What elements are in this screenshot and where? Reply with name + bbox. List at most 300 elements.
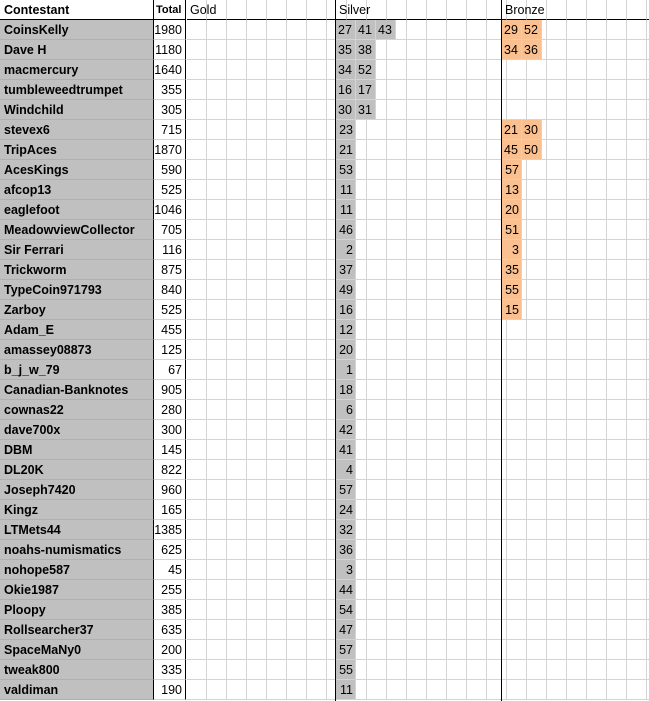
grid-cell[interactable] bbox=[547, 380, 567, 400]
silver-cell[interactable]: 27 bbox=[336, 20, 356, 40]
grid-cell[interactable] bbox=[587, 80, 607, 100]
grid-cell[interactable] bbox=[447, 140, 467, 160]
grid-cell[interactable] bbox=[367, 380, 387, 400]
grid-cell[interactable] bbox=[607, 480, 627, 500]
grid-cell[interactable] bbox=[247, 420, 267, 440]
grid-cell[interactable] bbox=[207, 560, 227, 580]
grid-cell[interactable] bbox=[367, 260, 387, 280]
grid-cell[interactable] bbox=[507, 620, 527, 640]
grid-cell[interactable] bbox=[547, 340, 567, 360]
silver-cell[interactable]: 11 bbox=[336, 200, 356, 220]
grid-cell[interactable] bbox=[567, 500, 587, 520]
grid-cell[interactable] bbox=[547, 580, 567, 600]
grid-cell[interactable] bbox=[587, 260, 607, 280]
grid-cell[interactable] bbox=[407, 320, 427, 340]
contestant-total[interactable]: 822 bbox=[154, 460, 186, 480]
grid-cell[interactable] bbox=[387, 600, 407, 620]
grid-cell[interactable] bbox=[507, 580, 527, 600]
grid-cell[interactable] bbox=[367, 540, 387, 560]
grid-cell[interactable] bbox=[227, 480, 247, 500]
grid-cell[interactable] bbox=[267, 480, 287, 500]
contestant-name[interactable]: Adam_E bbox=[0, 320, 154, 340]
grid-cell[interactable] bbox=[307, 280, 327, 300]
silver-cell[interactable]: 34 bbox=[336, 60, 356, 80]
grid-cell[interactable] bbox=[627, 80, 647, 100]
grid-cell[interactable] bbox=[467, 120, 487, 140]
grid-cell[interactable] bbox=[207, 320, 227, 340]
grid-cell[interactable] bbox=[627, 660, 647, 680]
bronze-cell[interactable]: 30 bbox=[522, 120, 542, 140]
silver-cell[interactable]: 21 bbox=[336, 140, 356, 160]
bronze-cell[interactable]: 20 bbox=[502, 200, 522, 220]
grid-cell[interactable] bbox=[587, 40, 607, 60]
silver-cell[interactable]: 46 bbox=[336, 220, 356, 240]
grid-cell[interactable] bbox=[267, 60, 287, 80]
grid-cell[interactable] bbox=[187, 580, 207, 600]
grid-cell[interactable] bbox=[627, 280, 647, 300]
contestant-total[interactable]: 625 bbox=[154, 540, 186, 560]
silver-cell[interactable]: 37 bbox=[336, 260, 356, 280]
grid-cell[interactable] bbox=[287, 520, 307, 540]
contestant-total[interactable]: 960 bbox=[154, 480, 186, 500]
silver-cell[interactable]: 41 bbox=[336, 440, 356, 460]
grid-cell[interactable] bbox=[627, 200, 647, 220]
grid-cell[interactable] bbox=[507, 600, 527, 620]
grid-cell[interactable] bbox=[587, 0, 607, 20]
grid-cell[interactable] bbox=[527, 520, 547, 540]
grid-cell[interactable] bbox=[407, 440, 427, 460]
grid-cell[interactable] bbox=[407, 520, 427, 540]
grid-cell[interactable] bbox=[207, 520, 227, 540]
grid-cell[interactable] bbox=[527, 500, 547, 520]
grid-cell[interactable] bbox=[547, 280, 567, 300]
grid-cell[interactable] bbox=[187, 200, 207, 220]
grid-cell[interactable] bbox=[427, 380, 447, 400]
contestant-total[interactable]: 905 bbox=[154, 380, 186, 400]
grid-cell[interactable] bbox=[487, 440, 507, 460]
grid-cell[interactable] bbox=[407, 360, 427, 380]
grid-cell[interactable] bbox=[427, 40, 447, 60]
grid-cell[interactable] bbox=[207, 20, 227, 40]
grid-cell[interactable] bbox=[267, 420, 287, 440]
contestant-total[interactable]: 385 bbox=[154, 600, 186, 620]
grid-cell[interactable] bbox=[587, 300, 607, 320]
grid-cell[interactable] bbox=[287, 400, 307, 420]
grid-cell[interactable] bbox=[527, 160, 547, 180]
grid-cell[interactable] bbox=[567, 200, 587, 220]
grid-cell[interactable] bbox=[507, 660, 527, 680]
grid-cell[interactable] bbox=[487, 360, 507, 380]
grid-cell[interactable] bbox=[207, 220, 227, 240]
grid-cell[interactable] bbox=[587, 100, 607, 120]
contestant-name[interactable]: valdiman bbox=[0, 680, 154, 700]
grid-cell[interactable] bbox=[307, 380, 327, 400]
grid-cell[interactable] bbox=[527, 280, 547, 300]
grid-cell[interactable] bbox=[447, 240, 467, 260]
grid-cell[interactable] bbox=[587, 60, 607, 80]
grid-cell[interactable] bbox=[427, 240, 447, 260]
grid-cell[interactable] bbox=[367, 640, 387, 660]
grid-cell[interactable] bbox=[387, 180, 407, 200]
grid-cell[interactable] bbox=[407, 0, 427, 20]
contestant-total[interactable]: 45 bbox=[154, 560, 186, 580]
grid-cell[interactable] bbox=[627, 680, 647, 700]
contestant-name[interactable]: SpaceMaNy0 bbox=[0, 640, 154, 660]
grid-cell[interactable] bbox=[627, 400, 647, 420]
grid-cell[interactable] bbox=[447, 80, 467, 100]
grid-cell[interactable] bbox=[607, 660, 627, 680]
grid-cell[interactable] bbox=[607, 420, 627, 440]
grid-cell[interactable] bbox=[427, 60, 447, 80]
grid-cell[interactable] bbox=[567, 80, 587, 100]
contestant-total[interactable]: 1870 bbox=[154, 140, 186, 160]
grid-cell[interactable] bbox=[267, 0, 287, 20]
grid-cell[interactable] bbox=[387, 660, 407, 680]
contestant-name[interactable]: Trickworm bbox=[0, 260, 154, 280]
grid-cell[interactable] bbox=[287, 600, 307, 620]
grid-cell[interactable] bbox=[267, 560, 287, 580]
grid-cell[interactable] bbox=[227, 60, 247, 80]
contestant-total[interactable]: 1180 bbox=[154, 40, 186, 60]
grid-cell[interactable] bbox=[307, 440, 327, 460]
grid-cell[interactable] bbox=[287, 340, 307, 360]
grid-cell[interactable] bbox=[427, 400, 447, 420]
grid-cell[interactable] bbox=[467, 620, 487, 640]
grid-cell[interactable] bbox=[447, 260, 467, 280]
grid-cell[interactable] bbox=[247, 440, 267, 460]
silver-cell[interactable]: 43 bbox=[376, 20, 396, 40]
grid-cell[interactable] bbox=[547, 520, 567, 540]
grid-cell[interactable] bbox=[447, 560, 467, 580]
grid-cell[interactable] bbox=[207, 280, 227, 300]
grid-cell[interactable] bbox=[467, 80, 487, 100]
grid-cell[interactable] bbox=[287, 0, 307, 20]
grid-cell[interactable] bbox=[507, 60, 527, 80]
contestant-total[interactable]: 355 bbox=[154, 80, 186, 100]
grid-cell[interactable] bbox=[507, 540, 527, 560]
grid-cell[interactable] bbox=[487, 320, 507, 340]
grid-cell[interactable] bbox=[467, 380, 487, 400]
bronze-cell[interactable]: 45 bbox=[502, 140, 522, 160]
grid-cell[interactable] bbox=[567, 220, 587, 240]
grid-cell[interactable] bbox=[587, 460, 607, 480]
grid-cell[interactable] bbox=[627, 340, 647, 360]
contestant-total[interactable]: 525 bbox=[154, 180, 186, 200]
silver-cell[interactable]: 55 bbox=[336, 660, 356, 680]
grid-cell[interactable] bbox=[427, 200, 447, 220]
grid-cell[interactable] bbox=[467, 340, 487, 360]
grid-cell[interactable] bbox=[187, 540, 207, 560]
contestant-name[interactable]: afcop13 bbox=[0, 180, 154, 200]
grid-cell[interactable] bbox=[367, 200, 387, 220]
grid-cell[interactable] bbox=[467, 420, 487, 440]
grid-cell[interactable] bbox=[427, 320, 447, 340]
grid-cell[interactable] bbox=[187, 100, 207, 120]
grid-cell[interactable] bbox=[267, 320, 287, 340]
grid-cell[interactable] bbox=[447, 660, 467, 680]
grid-cell[interactable] bbox=[607, 20, 627, 40]
grid-cell[interactable] bbox=[587, 620, 607, 640]
grid-cell[interactable] bbox=[247, 240, 267, 260]
contestant-name[interactable]: amassey08873 bbox=[0, 340, 154, 360]
grid-cell[interactable] bbox=[187, 380, 207, 400]
silver-cell[interactable]: 20 bbox=[336, 340, 356, 360]
grid-cell[interactable] bbox=[487, 100, 507, 120]
grid-cell[interactable] bbox=[307, 140, 327, 160]
grid-cell[interactable] bbox=[587, 340, 607, 360]
grid-cell[interactable] bbox=[547, 20, 567, 40]
grid-cell[interactable] bbox=[587, 380, 607, 400]
grid-cell[interactable] bbox=[427, 580, 447, 600]
grid-cell[interactable] bbox=[287, 540, 307, 560]
grid-cell[interactable] bbox=[407, 460, 427, 480]
grid-cell[interactable] bbox=[587, 600, 607, 620]
grid-cell[interactable] bbox=[507, 380, 527, 400]
grid-cell[interactable] bbox=[187, 240, 207, 260]
grid-cell[interactable] bbox=[447, 320, 467, 340]
grid-cell[interactable] bbox=[447, 540, 467, 560]
grid-cell[interactable] bbox=[247, 40, 267, 60]
grid-cell[interactable] bbox=[407, 160, 427, 180]
grid-cell[interactable] bbox=[207, 480, 227, 500]
grid-cell[interactable] bbox=[427, 540, 447, 560]
grid-cell[interactable] bbox=[387, 680, 407, 700]
silver-cell[interactable]: 3 bbox=[336, 560, 356, 580]
grid-cell[interactable] bbox=[407, 240, 427, 260]
grid-cell[interactable] bbox=[627, 480, 647, 500]
grid-cell[interactable] bbox=[187, 640, 207, 660]
grid-cell[interactable] bbox=[227, 600, 247, 620]
grid-cell[interactable] bbox=[427, 220, 447, 240]
grid-cell[interactable] bbox=[207, 660, 227, 680]
grid-cell[interactable] bbox=[507, 500, 527, 520]
grid-cell[interactable] bbox=[467, 40, 487, 60]
contestant-total[interactable]: 67 bbox=[154, 360, 186, 380]
grid-cell[interactable] bbox=[287, 620, 307, 640]
grid-cell[interactable] bbox=[447, 360, 467, 380]
grid-cell[interactable] bbox=[547, 420, 567, 440]
grid-cell[interactable] bbox=[367, 420, 387, 440]
grid-cell[interactable] bbox=[547, 560, 567, 580]
contestant-name[interactable]: MeadowviewCollector bbox=[0, 220, 154, 240]
contestant-name[interactable]: noahs-numismatics bbox=[0, 540, 154, 560]
grid-cell[interactable] bbox=[247, 360, 267, 380]
silver-cell[interactable]: 2 bbox=[336, 240, 356, 260]
bronze-cell[interactable]: 50 bbox=[522, 140, 542, 160]
grid-cell[interactable] bbox=[207, 620, 227, 640]
grid-cell[interactable] bbox=[247, 300, 267, 320]
grid-cell[interactable] bbox=[207, 460, 227, 480]
grid-cell[interactable] bbox=[607, 460, 627, 480]
grid-cell[interactable] bbox=[487, 400, 507, 420]
grid-cell[interactable] bbox=[367, 580, 387, 600]
grid-cell[interactable] bbox=[607, 280, 627, 300]
grid-cell[interactable] bbox=[627, 120, 647, 140]
grid-cell[interactable] bbox=[247, 60, 267, 80]
contestant-name[interactable]: b_j_w_79 bbox=[0, 360, 154, 380]
grid-cell[interactable] bbox=[527, 100, 547, 120]
grid-cell[interactable] bbox=[567, 560, 587, 580]
grid-cell[interactable] bbox=[427, 460, 447, 480]
grid-cell[interactable] bbox=[307, 120, 327, 140]
grid-cell[interactable] bbox=[447, 480, 467, 500]
grid-cell[interactable] bbox=[387, 200, 407, 220]
grid-cell[interactable] bbox=[407, 500, 427, 520]
grid-cell[interactable] bbox=[227, 80, 247, 100]
grid-cell[interactable] bbox=[607, 100, 627, 120]
silver-cell[interactable]: 38 bbox=[356, 40, 376, 60]
grid-cell[interactable] bbox=[307, 660, 327, 680]
grid-cell[interactable] bbox=[567, 360, 587, 380]
grid-cell[interactable] bbox=[387, 120, 407, 140]
grid-cell[interactable] bbox=[427, 120, 447, 140]
grid-cell[interactable] bbox=[267, 160, 287, 180]
grid-cell[interactable] bbox=[527, 80, 547, 100]
grid-cell[interactable] bbox=[587, 580, 607, 600]
grid-cell[interactable] bbox=[307, 680, 327, 700]
grid-cell[interactable] bbox=[307, 320, 327, 340]
grid-cell[interactable] bbox=[287, 120, 307, 140]
silver-cell[interactable]: 18 bbox=[336, 380, 356, 400]
grid-cell[interactable] bbox=[607, 300, 627, 320]
silver-cell[interactable]: 11 bbox=[336, 680, 356, 700]
grid-cell[interactable] bbox=[307, 360, 327, 380]
grid-cell[interactable] bbox=[527, 560, 547, 580]
grid-cell[interactable] bbox=[567, 380, 587, 400]
grid-cell[interactable] bbox=[447, 440, 467, 460]
grid-cell[interactable] bbox=[467, 200, 487, 220]
grid-cell[interactable] bbox=[427, 80, 447, 100]
grid-cell[interactable] bbox=[527, 460, 547, 480]
header-bronze[interactable]: Bronze bbox=[505, 3, 545, 17]
contestant-total[interactable]: 525 bbox=[154, 300, 186, 320]
grid-cell[interactable] bbox=[407, 260, 427, 280]
grid-cell[interactable] bbox=[407, 600, 427, 620]
grid-cell[interactable] bbox=[407, 540, 427, 560]
header-silver[interactable]: Silver bbox=[339, 3, 371, 17]
grid-cell[interactable] bbox=[207, 340, 227, 360]
grid-cell[interactable] bbox=[567, 580, 587, 600]
grid-cell[interactable] bbox=[267, 440, 287, 460]
grid-cell[interactable] bbox=[607, 600, 627, 620]
grid-cell[interactable] bbox=[567, 40, 587, 60]
grid-cell[interactable] bbox=[367, 440, 387, 460]
bronze-cell[interactable]: 35 bbox=[502, 260, 522, 280]
grid-cell[interactable] bbox=[407, 40, 427, 60]
grid-cell[interactable] bbox=[507, 440, 527, 460]
grid-cell[interactable] bbox=[367, 240, 387, 260]
grid-cell[interactable] bbox=[367, 620, 387, 640]
grid-cell[interactable] bbox=[307, 20, 327, 40]
grid-cell[interactable] bbox=[527, 200, 547, 220]
grid-cell[interactable] bbox=[187, 300, 207, 320]
grid-cell[interactable] bbox=[247, 140, 267, 160]
silver-cell[interactable]: 47 bbox=[336, 620, 356, 640]
grid-cell[interactable] bbox=[387, 520, 407, 540]
silver-cell[interactable]: 52 bbox=[356, 60, 376, 80]
grid-cell[interactable] bbox=[547, 200, 567, 220]
grid-cell[interactable] bbox=[627, 460, 647, 480]
grid-cell[interactable] bbox=[207, 160, 227, 180]
grid-cell[interactable] bbox=[547, 400, 567, 420]
contestant-name[interactable]: dave700x bbox=[0, 420, 154, 440]
grid-cell[interactable] bbox=[187, 280, 207, 300]
grid-cell[interactable] bbox=[227, 340, 247, 360]
grid-cell[interactable] bbox=[627, 420, 647, 440]
grid-cell[interactable] bbox=[247, 220, 267, 240]
grid-cell[interactable] bbox=[607, 320, 627, 340]
grid-cell[interactable] bbox=[427, 600, 447, 620]
contestant-total[interactable]: 335 bbox=[154, 660, 186, 680]
grid-cell[interactable] bbox=[267, 380, 287, 400]
grid-cell[interactable] bbox=[567, 100, 587, 120]
grid-cell[interactable] bbox=[547, 440, 567, 460]
grid-cell[interactable] bbox=[227, 180, 247, 200]
grid-cell[interactable] bbox=[287, 580, 307, 600]
grid-cell[interactable] bbox=[527, 580, 547, 600]
grid-cell[interactable] bbox=[487, 600, 507, 620]
grid-cell[interactable] bbox=[427, 500, 447, 520]
contestant-total[interactable]: 125 bbox=[154, 340, 186, 360]
silver-cell[interactable]: 24 bbox=[336, 500, 356, 520]
grid-cell[interactable] bbox=[547, 40, 567, 60]
grid-cell[interactable] bbox=[227, 220, 247, 240]
grid-cell[interactable] bbox=[547, 160, 567, 180]
bronze-cell[interactable]: 21 bbox=[502, 120, 522, 140]
contestant-total[interactable]: 590 bbox=[154, 160, 186, 180]
grid-cell[interactable] bbox=[607, 680, 627, 700]
grid-cell[interactable] bbox=[247, 200, 267, 220]
grid-cell[interactable] bbox=[527, 540, 547, 560]
grid-cell[interactable] bbox=[527, 220, 547, 240]
grid-cell[interactable] bbox=[187, 340, 207, 360]
grid-cell[interactable] bbox=[447, 400, 467, 420]
grid-cell[interactable] bbox=[587, 680, 607, 700]
grid-cell[interactable] bbox=[567, 260, 587, 280]
grid-cell[interactable] bbox=[247, 560, 267, 580]
grid-cell[interactable] bbox=[447, 620, 467, 640]
grid-cell[interactable] bbox=[427, 560, 447, 580]
grid-cell[interactable] bbox=[187, 400, 207, 420]
grid-cell[interactable] bbox=[207, 120, 227, 140]
contestant-name[interactable]: TypeCoin971793 bbox=[0, 280, 154, 300]
grid-cell[interactable] bbox=[207, 240, 227, 260]
silver-cell[interactable]: 53 bbox=[336, 160, 356, 180]
grid-cell[interactable] bbox=[427, 0, 447, 20]
grid-cell[interactable] bbox=[267, 200, 287, 220]
grid-cell[interactable] bbox=[267, 340, 287, 360]
grid-cell[interactable] bbox=[427, 100, 447, 120]
grid-cell[interactable] bbox=[427, 420, 447, 440]
grid-cell[interactable] bbox=[467, 240, 487, 260]
grid-cell[interactable] bbox=[367, 480, 387, 500]
grid-cell[interactable] bbox=[607, 260, 627, 280]
grid-cell[interactable] bbox=[267, 80, 287, 100]
grid-cell[interactable] bbox=[307, 540, 327, 560]
grid-cell[interactable] bbox=[387, 620, 407, 640]
grid-cell[interactable] bbox=[467, 500, 487, 520]
grid-cell[interactable] bbox=[467, 440, 487, 460]
grid-cell[interactable] bbox=[547, 240, 567, 260]
grid-cell[interactable] bbox=[287, 240, 307, 260]
grid-cell[interactable] bbox=[227, 520, 247, 540]
grid-cell[interactable] bbox=[267, 40, 287, 60]
grid-cell[interactable] bbox=[487, 520, 507, 540]
grid-cell[interactable] bbox=[227, 420, 247, 440]
grid-cell[interactable] bbox=[507, 640, 527, 660]
grid-cell[interactable] bbox=[607, 160, 627, 180]
grid-cell[interactable] bbox=[187, 500, 207, 520]
